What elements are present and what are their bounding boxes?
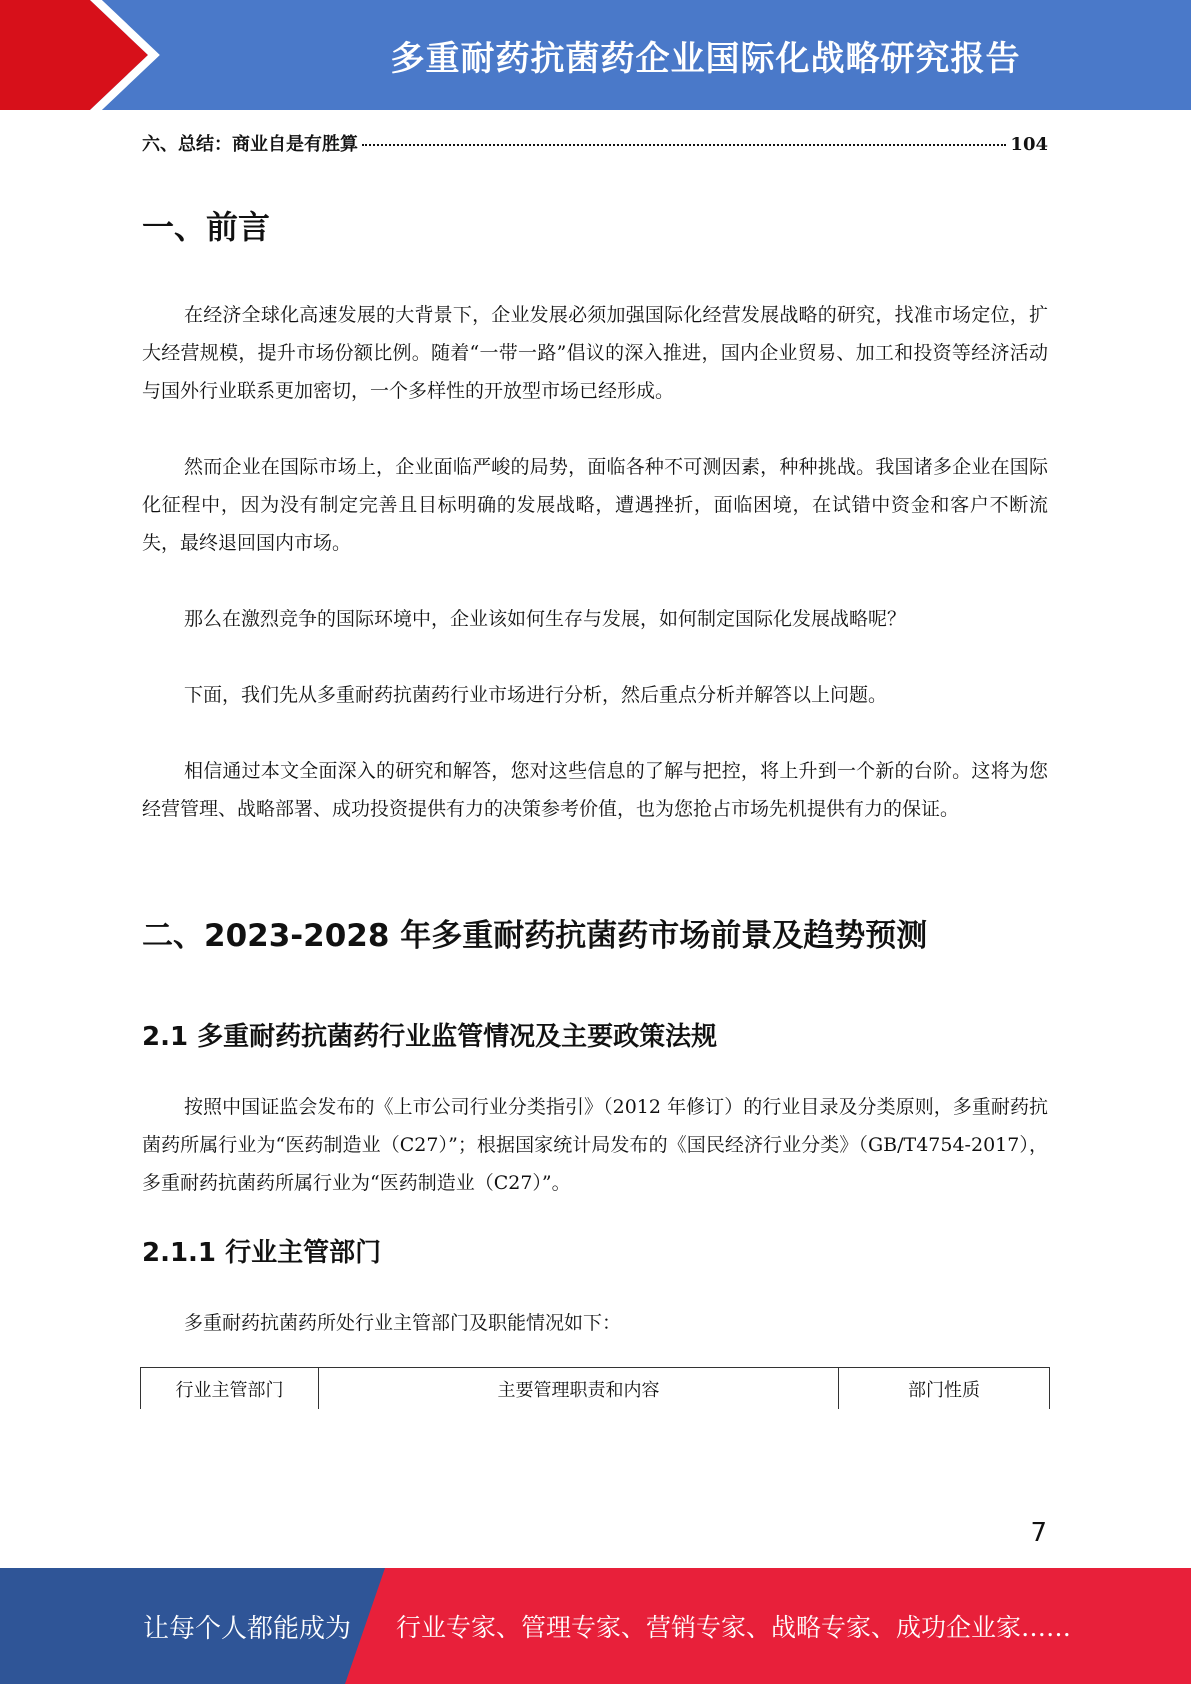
subsection-heading-authority: 2.1.1 行业主管部门 — [142, 1238, 382, 1268]
authority-table-header — [140, 1367, 1050, 1409]
toc-entry-label: 六、总结：商业自是有胜算 — [142, 134, 358, 155]
page-number: 7 — [1030, 1518, 1047, 1548]
table-header-nature: 部门性质 — [908, 1379, 980, 1401]
preface-paragraph-4: 下面，我们先从多重耐药抗菌药行业市场进行分析，然后重点分析并解答以上问题。 — [184, 684, 888, 706]
footer-slogan-left: 让每个人都能成为 — [143, 1613, 352, 1644]
section-heading-market-outlook: 二、2023-2028 年多重耐药抗菌药市场前景及趋势预测 — [142, 918, 928, 954]
header-banner — [0, 0, 1191, 110]
subsection-heading-regulation: 2.1 多重耐药抗菌药行业监管情况及主要政策法规 — [142, 1022, 718, 1052]
report-title: 多重耐药抗菌药企业国际化战略研究报告 — [390, 38, 1021, 79]
toc-page-number: 104 — [1010, 134, 1048, 155]
footer-slogan-right: 行业专家、管理专家、营销专家、战略专家、成功企业家…… — [396, 1613, 1072, 1642]
preface-paragraph-3: 那么在激烈竞争的国际环境中，企业该如何生存与发展，如何制定国际化发展战略呢？ — [184, 608, 907, 630]
footer-banner — [0, 1568, 1191, 1684]
section-heading-preface: 一、前言 — [142, 208, 271, 246]
table-header-department: 行业主管部门 — [141, 1368, 319, 1409]
preface-paragraph-5: 相信通过本文全面深入的研究和解答，您对这些信息的了解与把控，将上升到一个新的台阶。这将为您经营管理、战略部署、成功投资提供有力的决策参考价值，也为您抢占市场先机提供有力的保证。 — [142, 760, 1048, 820]
regulation-paragraph: 按照中国证监会发布的《上市公司行业分类指引》（2012 年修订）的行业目录及分类原则，多重耐药抗菌药所属行业为“医药制造业（C27）”；根据国家统计局发布的《国民经济行业分类》（GB/T4754-2017），多重耐药抗菌药所属行业为“医药制造业（C27）”。 — [142, 1096, 1048, 1194]
preface-paragraph-2: 然而企业在国际市场上，企业面临严峻的局势，面临各种不可测因素，种种挑战。我国诸多企业在国际化征程中，因为没有制定完善且目标明确的发展战略，遭遇挫折，面临困境，在试错中资金和客户不断流失，最终退回国内市场。 — [142, 456, 1048, 554]
authority-paragraph: 多重耐药抗菌药所处行业主管部门及职能情况如下： — [184, 1312, 622, 1334]
table-header-duties: 主要管理职责和内容 — [319, 1368, 839, 1409]
toc-leader-dots — [362, 144, 1006, 146]
toc-entry[interactable] — [142, 130, 1048, 158]
preface-paragraph-1: 在经济全球化高速发展的大背景下，企业发展必须加强国际化经营发展战略的研究，找准市场定位，扩大经营规模，提升市场份额比例。随着“一带一路”倡议的深入推进，国内企业贸易、加工和投资等经济活动与国外行业联系更加密切，一个多样性的开放型市场已经形成。 — [142, 304, 1048, 402]
